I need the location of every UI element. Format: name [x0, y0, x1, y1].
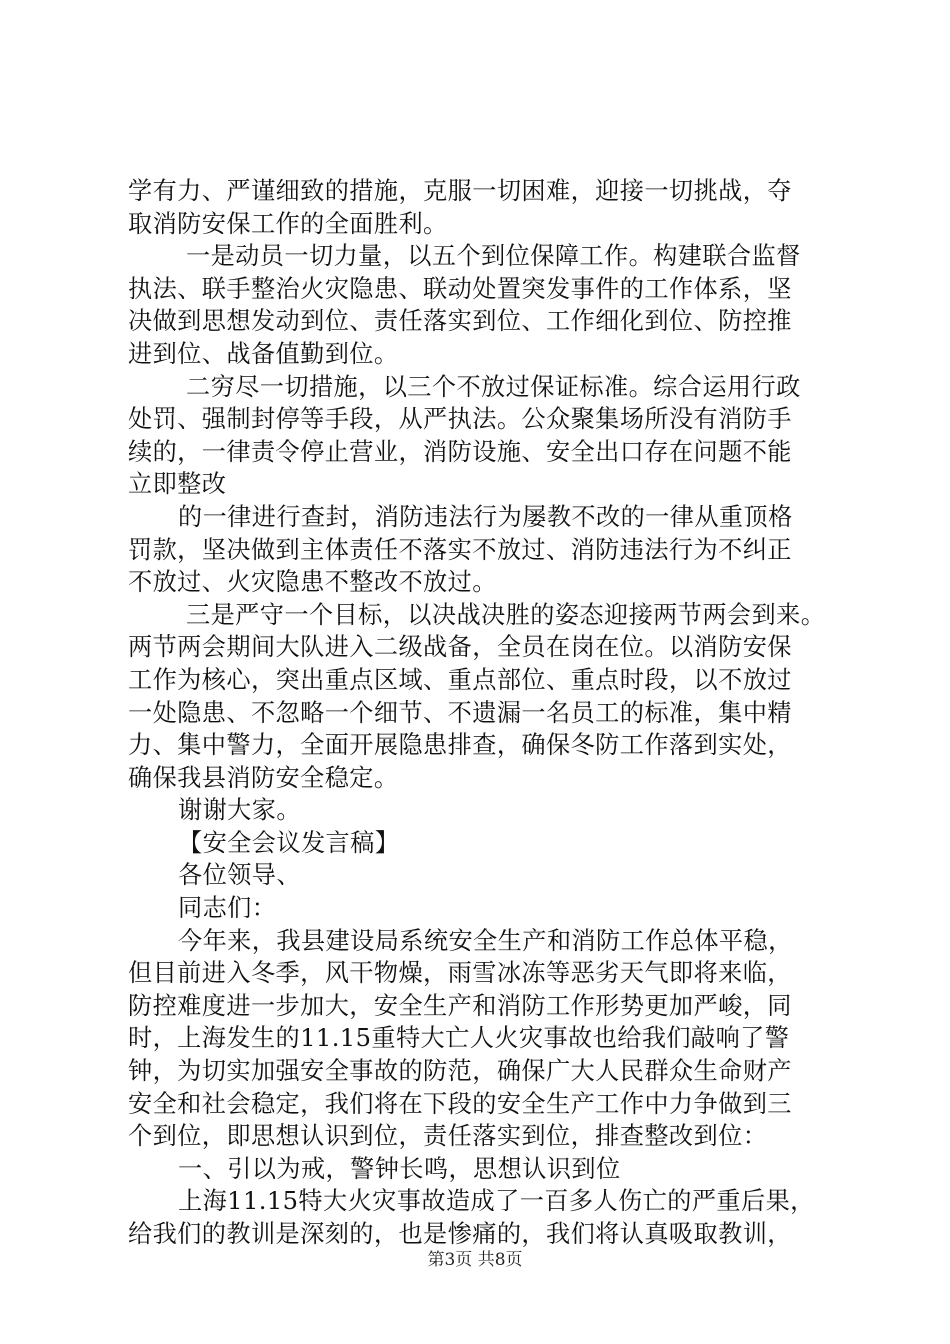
- text-line: 取消防安保工作的全面胜利。: [128, 209, 448, 238]
- paragraph-start: 的一律进行查封，消防违法行为屡教不改的一律从重顶格: [178, 502, 793, 531]
- text-line: 一处隐患、不忽略一个细节、不遗漏一名员工的标准，集中精: [128, 698, 792, 727]
- salutation-line: 同志们：: [178, 894, 277, 923]
- text-line: 工作为核心，突出重点区域、重点部位、重点时段，以不放过: [128, 665, 792, 694]
- paragraph-start: 今年来，我县建设局系统安全生产和消防工作总体平稳，: [178, 926, 793, 955]
- paragraph-start: 二穷尽一切措施，以三个不放过保证标准。综合运用行政: [186, 372, 801, 401]
- closing-line: 谢谢大家。: [178, 796, 301, 825]
- text-line: 安全和社会稳定，我们将在下段的安全生产工作中力争做到三: [128, 1089, 792, 1118]
- text-line: 学有力、严谨细致的措施，克服一切困难，迎接一切挑战，夺: [128, 177, 792, 205]
- text-line: 两节两会期间大队进入二级战备，全员在岗在位。以消防安保: [128, 633, 792, 662]
- text-line: 执法、联手整治火灾隐患、联动处置突发事件的工作体系，坚: [128, 274, 792, 303]
- text-line: 但目前进入冬季，风干物燥，雨雪冰冻等恶劣天气即将来临，: [128, 959, 792, 988]
- text-line: 处罚、强制封停等手段，从严执法。公众聚集场所没有消防手: [128, 405, 792, 434]
- page-number-footer: 第3页 共8页: [427, 1250, 523, 1270]
- text-line: 立即整改: [128, 470, 227, 499]
- text-line: 罚款，坚决做到主体责任不落实不放过、消防违法行为不纠正: [128, 535, 792, 564]
- text-line: 时，上海发生的11.15重特大亡人火灾事故也给我们敲响了警: [128, 1024, 790, 1053]
- text-line: 确保我县消防安全稳定。: [128, 763, 399, 792]
- text-line: 续的，一律责令停止营业，消防设施、安全出口存在问题不能: [128, 437, 792, 466]
- salutation-line: 各位领导、: [178, 861, 301, 890]
- text-line: 决做到思想发动到位、责任落实到位、工作细化到位、防控推: [128, 307, 792, 336]
- text-line: 防控难度进一步加大，安全生产和消防工作形势更加严峻，同: [128, 991, 792, 1020]
- document-body: [128, 175, 828, 1251]
- text-line: 钟，为切实加强安全事故的防范，确保广大人民群众生命财产: [128, 1057, 792, 1086]
- section-heading: 【安全会议发言稿】: [178, 828, 400, 857]
- paragraph-start: 上海11.15特大火灾事故造成了一百多人伤亡的严重后果，: [178, 1187, 815, 1216]
- subsection-heading: 一、引以为戒，警钟长鸣，思想认识到位: [178, 1154, 621, 1183]
- text-line: 不放过、火灾隐患不整改不放过。: [128, 568, 497, 597]
- text-line: 力、集中警力，全面开展隐患排查，确保冬防工作落到实处，: [128, 731, 792, 760]
- text-line: 进到位、战备值勤到位。: [128, 339, 399, 368]
- paragraph-start: 一是动员一切力量，以五个到位保障工作。构建联合监督: [186, 242, 801, 271]
- text-line: 给我们的教训是深刻的，也是惨痛的，我们将认真吸取教训，: [128, 1220, 792, 1248]
- text-line: 个到位，即思想认识到位，责任落实到位，排查整改到位：: [128, 1122, 768, 1151]
- paragraph-start: 三是严守一个目标，以决战决胜的姿态迎接两节两会到来。: [186, 600, 826, 629]
